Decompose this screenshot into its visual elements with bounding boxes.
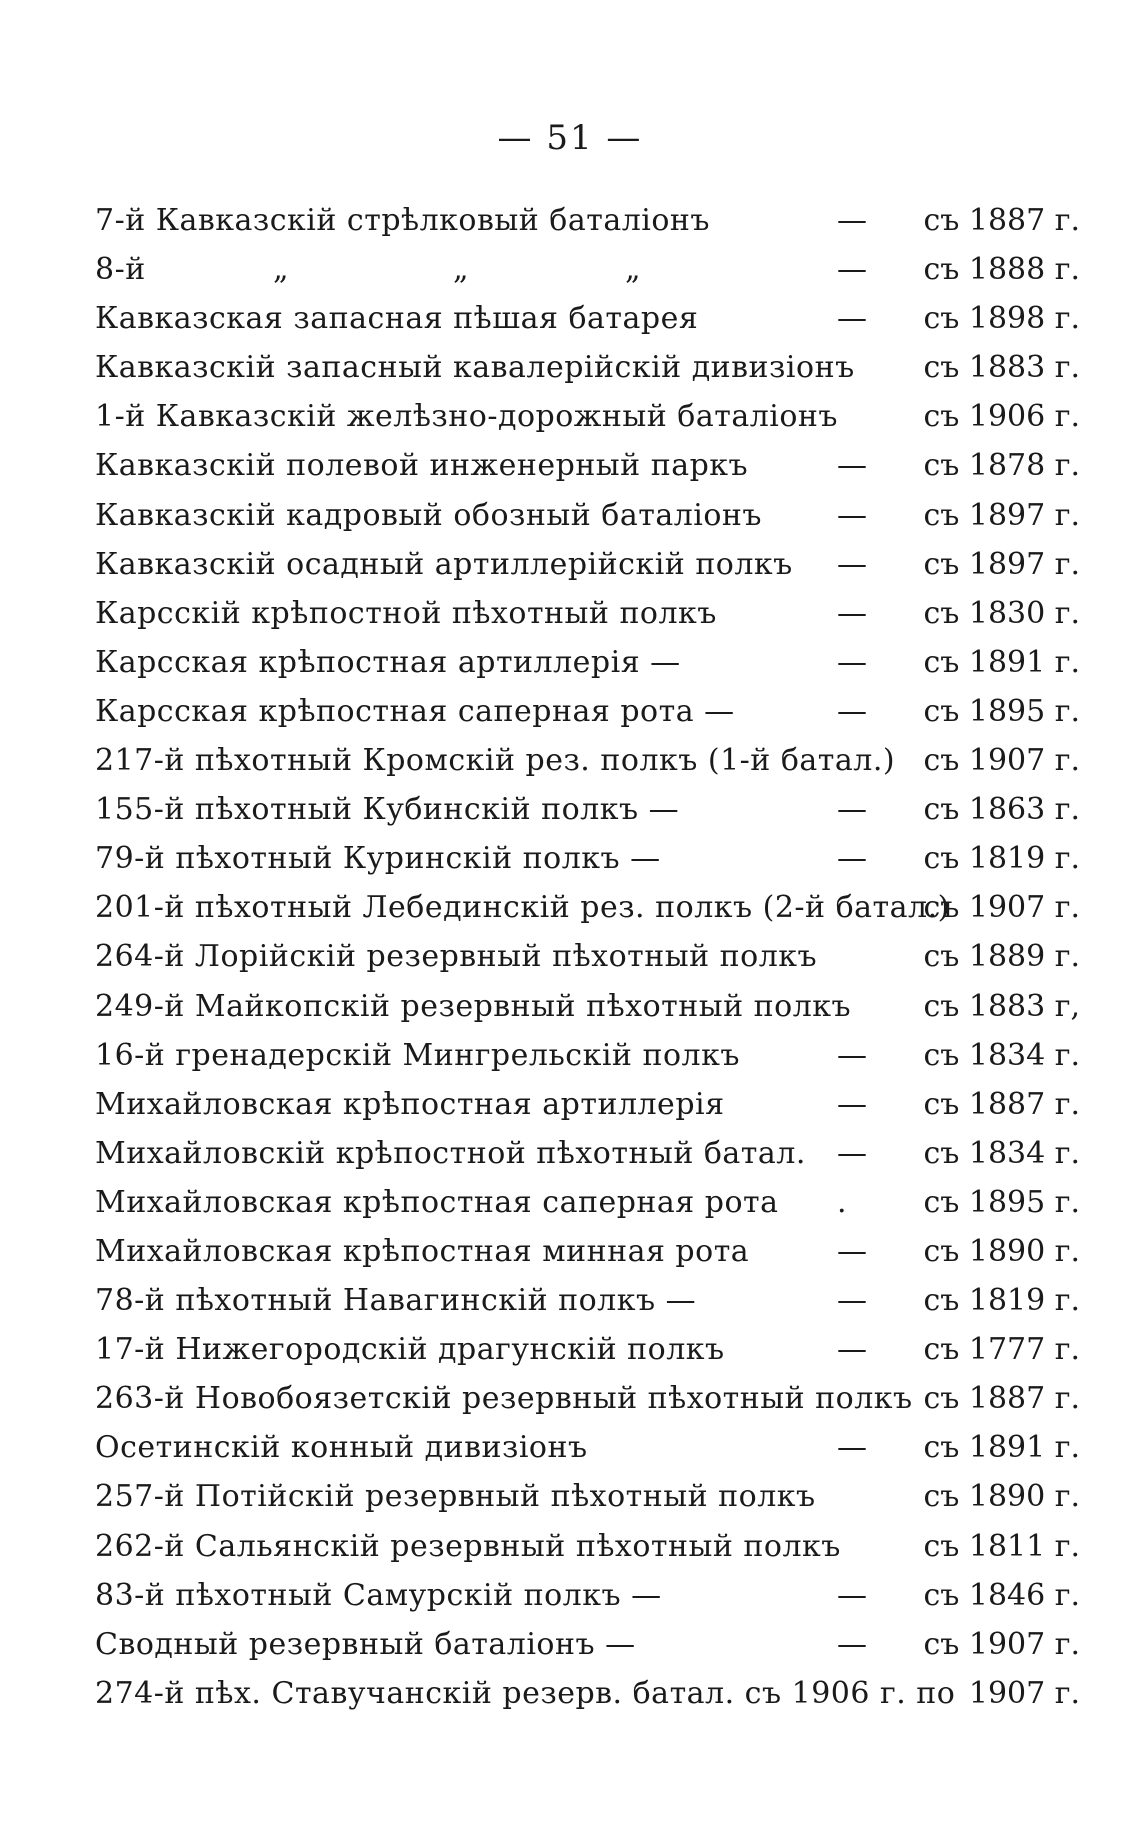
list-item xyxy=(95,1080,1080,1129)
entry-dash: — xyxy=(837,203,867,238)
entry-year: съ 1897 г. xyxy=(923,497,1080,533)
entry-year: съ 1891 г. xyxy=(923,644,1080,680)
entry-name: 8-й xyxy=(95,252,146,288)
entry-name: Кавказская запасная пѣшая батарея xyxy=(95,301,699,337)
list-item xyxy=(95,1374,1080,1423)
list-item xyxy=(95,1227,1080,1276)
entry-dash: — xyxy=(837,1135,867,1171)
entry-dash: — xyxy=(837,1332,867,1368)
entry-name: 83-й пѣхотный Самурскій полкъ — xyxy=(95,1577,662,1613)
entry-name: 17-й Нижегородскій драгунскій полкъ xyxy=(95,1332,725,1368)
entry-name: 7-й Кавказскій стрѣлковый баталіонъ xyxy=(95,203,711,238)
entry-name: Михайловскій крѣпостной пѣхотный батал. xyxy=(95,1135,806,1171)
entry-year: съ 1889 г. xyxy=(923,939,1080,975)
entry-name: Михайловская крѣпостная минная рота xyxy=(95,1233,750,1269)
entry-name: Кавказскій кадровый обозный баталіонъ xyxy=(95,497,763,533)
list-item xyxy=(95,1129,1080,1178)
ditto-mark: „ xyxy=(453,252,469,288)
entry-year: съ 1834 г. xyxy=(923,1037,1080,1073)
ditto-mark: „ xyxy=(625,252,641,288)
entry-year: съ 1906 г. xyxy=(923,399,1080,435)
entries-list xyxy=(95,196,1080,1718)
list-item xyxy=(95,736,1080,785)
entry-dash: — xyxy=(837,1037,867,1073)
entry-name: 264-й Лорійскій резервный пѣхотный полкъ xyxy=(95,939,818,975)
list-item xyxy=(95,1031,1080,1080)
list-item xyxy=(95,785,1080,834)
entry-year: съ 1811 г. xyxy=(923,1528,1080,1564)
entry-name: 257-й Потійскій резервный пѣхотный полкъ xyxy=(95,1479,816,1515)
list-item xyxy=(95,834,1080,883)
entry-year: съ 1895 г. xyxy=(923,693,1080,729)
entry-name: 274-й пѣх. Ставучанскій резерв. батал. съ 1906 г. по xyxy=(95,1675,956,1711)
entry-name: 16-й гренадерскій Мингрельскій полкъ xyxy=(95,1037,740,1073)
entry-name: Михайловская крѣпостная саперная рота xyxy=(95,1184,779,1220)
entry-year: съ 1883 г, xyxy=(923,988,1080,1024)
entry-year: съ 1887 г. xyxy=(923,1086,1080,1122)
entry-year: съ 1878 г. xyxy=(923,448,1080,484)
entry-dash: — xyxy=(837,301,867,337)
list-item xyxy=(95,1522,1080,1571)
entry-dash: — xyxy=(837,1626,867,1662)
entry-year: съ 1890 г. xyxy=(923,1233,1080,1269)
entry-name: 1-й Кавказскій желѣзно-дорожный баталіонъ xyxy=(95,399,839,435)
entry-name: 79-й пѣхотный Куринскій полкъ — xyxy=(95,841,661,877)
entry-year: 1907 г. xyxy=(968,1675,1080,1711)
entry-dash: — xyxy=(837,252,867,288)
entry-name: 78-й пѣхотный Навагинскій полкъ — xyxy=(95,1283,697,1319)
entry-year: съ 1819 г. xyxy=(923,841,1080,877)
entry-year: съ 1897 г. xyxy=(923,546,1080,582)
entry-year: съ 1907 г. xyxy=(923,1626,1080,1662)
entry-year: съ 1846 г. xyxy=(923,1577,1080,1613)
entry-name: 262-й Сальянскій резервный пѣхотный полкъ xyxy=(95,1528,841,1564)
entry-year: съ 1907 г. xyxy=(923,743,1080,779)
entry-year: съ 1883 г. xyxy=(923,350,1080,386)
list-item xyxy=(95,1571,1080,1620)
list-item xyxy=(95,1423,1080,1472)
entry-year: съ 1887 г. xyxy=(923,1381,1080,1417)
list-item xyxy=(95,1669,1080,1718)
ditto-mark: „ xyxy=(273,252,289,288)
entry-dash: — xyxy=(837,595,867,631)
entry-year: съ 1777 г. xyxy=(923,1332,1080,1368)
entry-dash: — xyxy=(837,841,867,877)
list-item xyxy=(95,687,1080,736)
list-item xyxy=(95,1620,1080,1669)
list-item xyxy=(95,392,1080,441)
entry-year: съ 1907 г. xyxy=(923,890,1080,926)
entry-year: съ 1819 г. xyxy=(923,1283,1080,1319)
entry-dash: — xyxy=(837,693,867,729)
list-item xyxy=(95,589,1080,638)
entry-name: Сводный резервный баталіонъ — xyxy=(95,1626,636,1662)
list-item xyxy=(95,1178,1080,1227)
list-item xyxy=(95,343,1080,392)
list-item xyxy=(95,441,1080,490)
entry-name: Михайловская крѣпостная артиллерія xyxy=(95,1086,725,1122)
entry-name: Карсскій крѣпостной пѣхотный полкъ xyxy=(95,595,717,631)
entry-name: 217-й пѣхотный Кромскій рез. полкъ (1-й батал.) xyxy=(95,743,896,779)
page-number: — 51 — xyxy=(497,118,643,158)
entry-dash: — xyxy=(837,1086,867,1122)
entry-year: съ 1887 г. xyxy=(923,203,1080,238)
entry-year: съ 1890 г. xyxy=(923,1479,1080,1515)
list-item xyxy=(95,196,1080,245)
entry-dash: — xyxy=(837,644,867,680)
entry-name: 249-й Майкопскій резервный пѣхотный полкъ xyxy=(95,988,852,1024)
list-item xyxy=(95,491,1080,540)
entry-dash: — xyxy=(837,1430,867,1466)
entry-name: Карсская крѣпостная артиллерія — xyxy=(95,644,681,680)
entry-year: съ 1863 г. xyxy=(923,792,1080,828)
entry-name: Кавказскій полевой инженерный паркъ xyxy=(95,448,749,484)
entry-dash: — xyxy=(837,546,867,582)
entry-year: съ 1891 г. xyxy=(923,1430,1080,1466)
entry-name: Осетинскій конный дивизіонъ xyxy=(95,1430,588,1466)
list-item xyxy=(95,540,1080,589)
list-item xyxy=(95,932,1080,981)
entry-dash: — xyxy=(837,448,867,484)
entry-year: съ 1834 г. xyxy=(923,1135,1080,1171)
entry-name: 263-й Новобоязетскій резервный пѣхотный полкъ xyxy=(95,1381,913,1417)
entry-name: Кавказскій осадный артиллерійскій полкъ xyxy=(95,546,793,582)
entry-name: Кавказскій запасный кавалерійскій дивизіонъ xyxy=(95,350,855,386)
entry-year: съ 1898 г. xyxy=(923,301,1080,337)
list-item xyxy=(95,982,1080,1031)
entry-dash: — xyxy=(837,497,867,533)
entry-name: 201-й пѣхотный Лебединскій рез. полкъ (2-й батал.) xyxy=(95,890,950,926)
entry-dash: — xyxy=(837,1233,867,1269)
list-item xyxy=(95,883,1080,932)
entry-year: съ 1895 г. xyxy=(923,1184,1080,1220)
entry-year: съ 1888 г. xyxy=(923,252,1080,288)
entry-year: съ 1830 г. xyxy=(923,595,1080,631)
entry-dash: . xyxy=(837,1184,847,1220)
entry-name: Карсская крѣпостная саперная рота — xyxy=(95,693,735,729)
entry-name: 155-й пѣхотный Кубинскій полкъ — xyxy=(95,792,680,828)
entry-dash: — xyxy=(837,792,867,828)
list-item xyxy=(95,1472,1080,1521)
list-item xyxy=(95,638,1080,687)
list-item xyxy=(95,1276,1080,1325)
entry-dash: — xyxy=(837,1283,867,1319)
list-item xyxy=(95,294,1080,343)
entry-dash: — xyxy=(837,1577,867,1613)
list-item xyxy=(95,1325,1080,1374)
list-item xyxy=(95,245,1080,294)
